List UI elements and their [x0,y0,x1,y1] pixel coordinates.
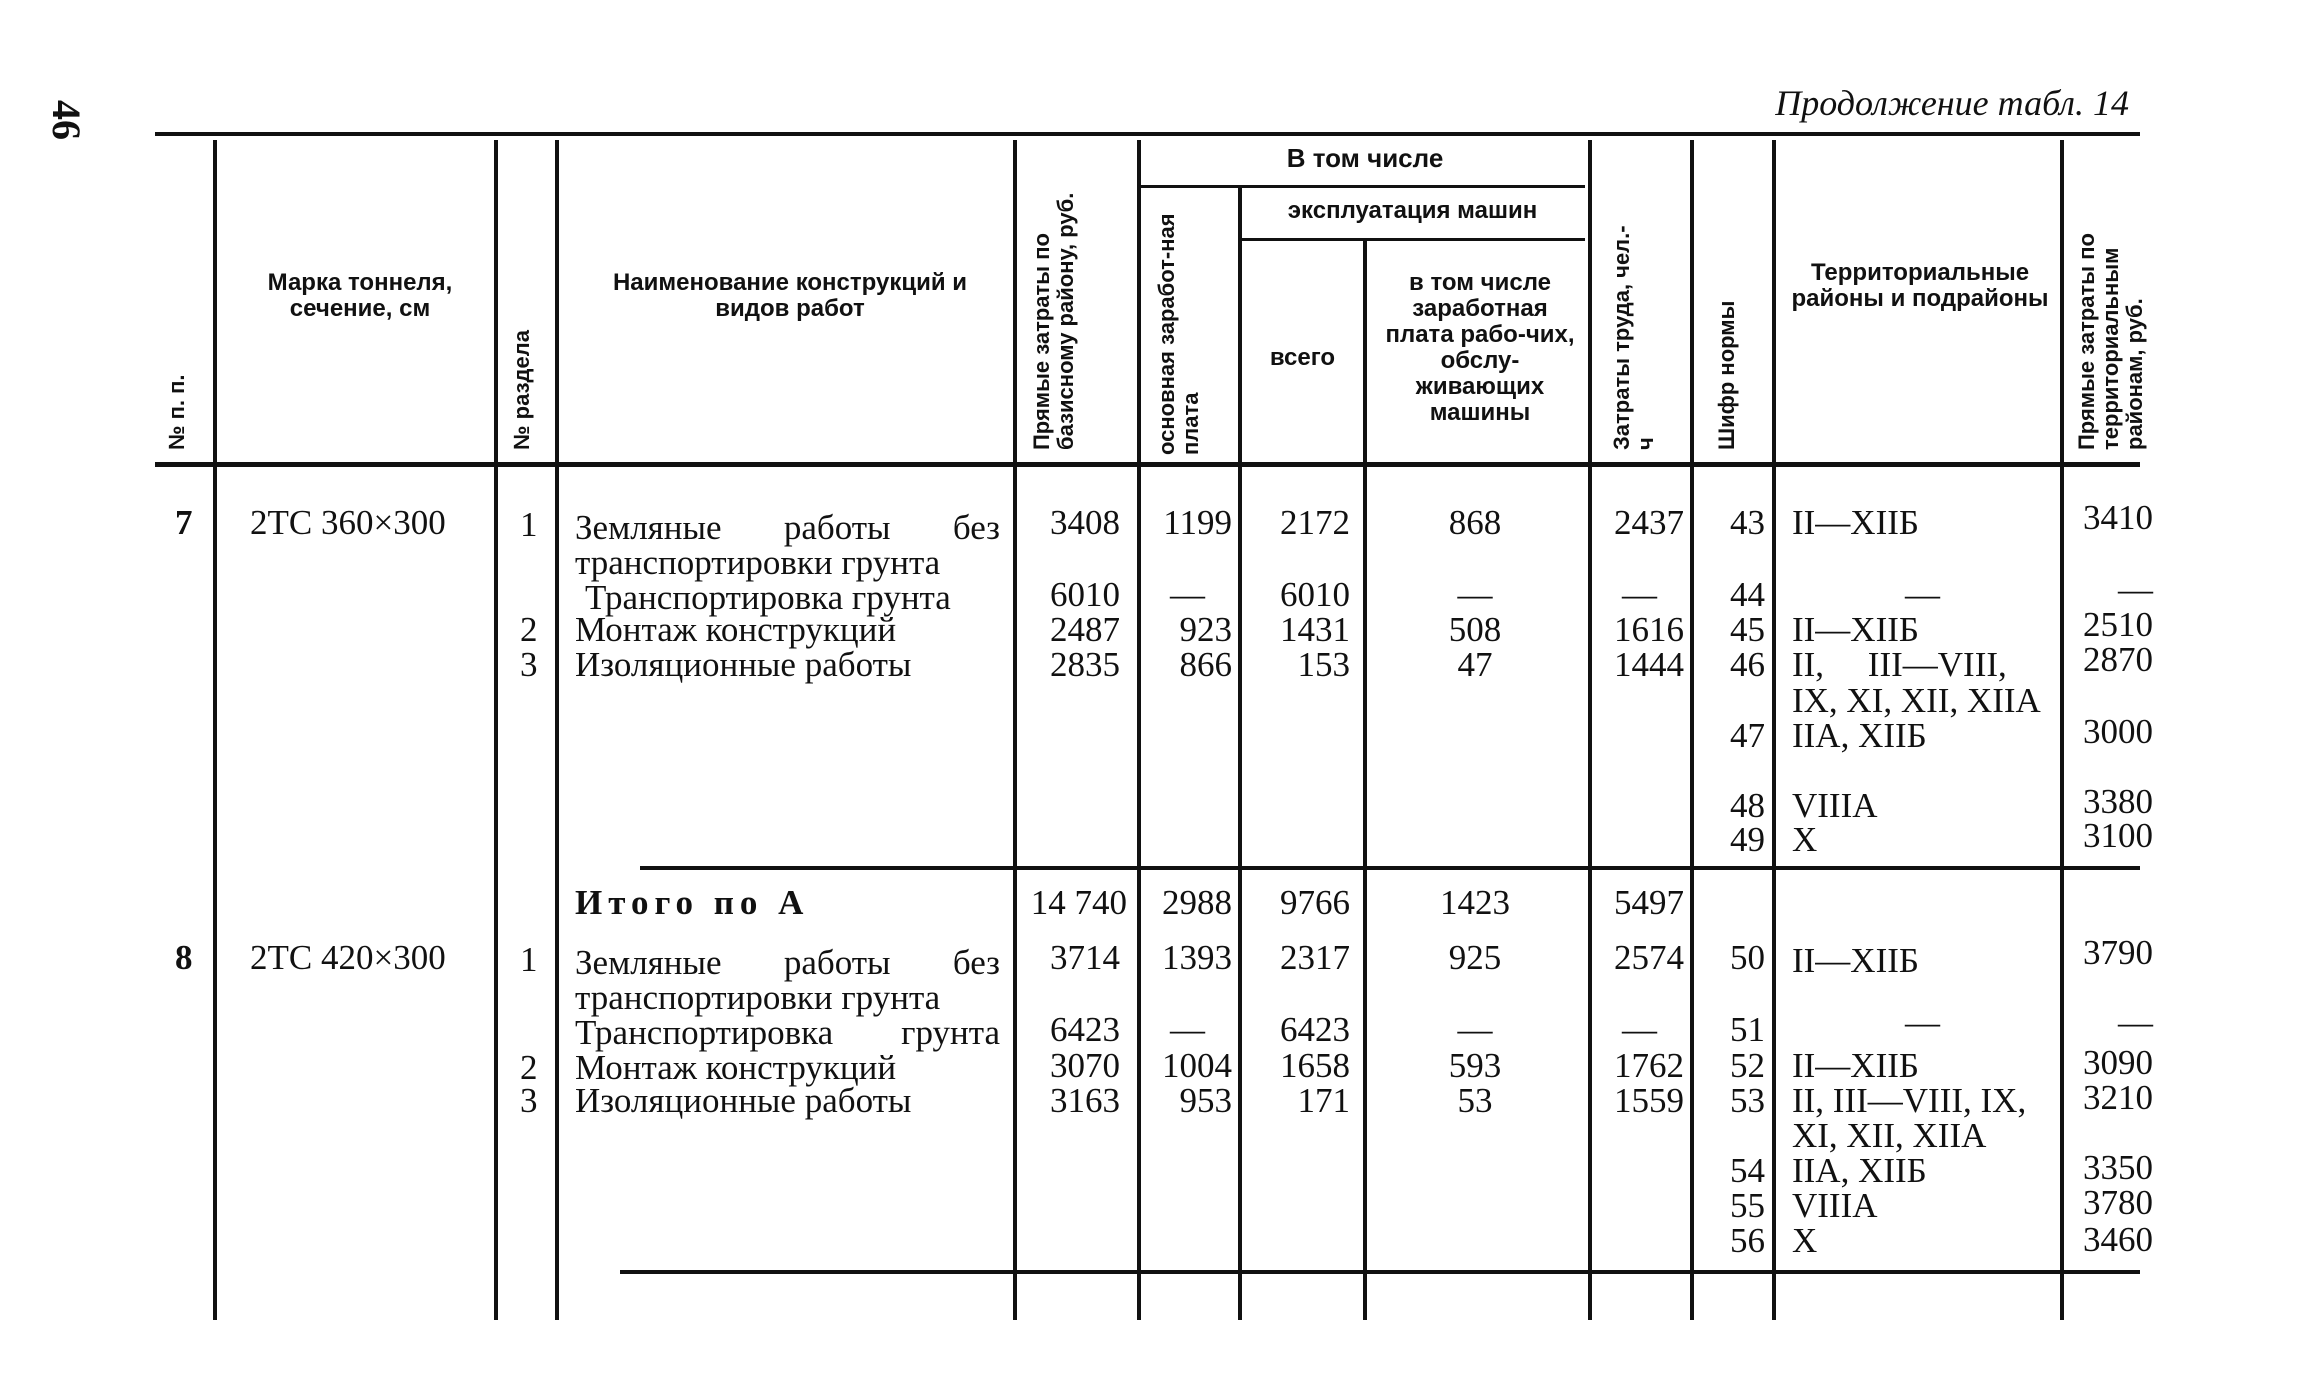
machine-wage: 47 [1457,645,1493,684]
direct-cost: 2835 [1050,645,1120,684]
direct-cost: 3408 [1050,503,1120,542]
section-num: 1 [520,505,538,544]
region-cost: — [2118,570,2153,609]
labor: 2574 [1614,938,1684,977]
norm-code: 54 [1730,1151,1765,1190]
machine-wage: — [1457,575,1493,614]
col-divider [2060,140,2064,1320]
header-incl: В том числе [1286,143,1444,173]
norm-code: 49 [1730,820,1765,859]
col-divider [1690,140,1694,1320]
top-rule [155,132,2140,136]
direct-cost: 2487 [1050,610,1120,649]
machine-wage: 508 [1448,610,1502,649]
labor: 1444 [1614,645,1684,684]
subtotal-labor: 5497 [1614,883,1684,922]
subtotal-machine-total: 9766 [1280,883,1350,922]
region-cost: 3460 [2083,1220,2153,1259]
region-cost: — [2118,1003,2153,1042]
work-name: Транспортировка грунта [575,1013,1000,1052]
direct-cost: 3163 [1050,1081,1120,1120]
machine-total: 2317 [1280,938,1350,977]
col-divider [494,140,498,1320]
region: VIIIA [1792,786,1878,825]
col-divider [1238,188,1242,1320]
labor: 1616 [1614,610,1684,649]
wage: 1199 [1163,503,1232,542]
machine-wage: 925 [1448,938,1502,977]
header-num: № п. п. [164,374,189,450]
section-num: 3 [520,1081,538,1120]
region-cost: 3090 [2083,1043,2153,1082]
direct-cost: 3070 [1050,1046,1120,1085]
work-name-cont: транспортировки грунта [575,978,941,1017]
header-labor: Затраты труда, чел.-ч [1609,225,1658,450]
col-divider [1363,241,1367,1320]
region: II—XIIБ [1792,610,1919,649]
row-num: 7 [175,503,193,542]
machine-total: 6423 [1280,1010,1350,1049]
region: II, III—VIII, [1792,645,2007,684]
norm-code: 44 [1730,575,1765,614]
region-cost: 3100 [2083,816,2153,855]
norm-code: 50 [1730,938,1765,977]
region-cont: IX, XI, XII, XIIA [1792,681,2041,720]
subtotal-machine-wage: 1423 [1440,883,1510,922]
region: II—XIIБ [1792,1046,1919,1085]
norm-code: 46 [1730,645,1765,684]
header-wage: основная заработ-ная плата [1154,213,1203,455]
section-num: 3 [520,645,538,684]
region-cont: XI, XII, XIIA [1792,1116,1987,1155]
col-divider [555,140,559,1320]
col-divider [1588,140,1592,1320]
labor: 1559 [1614,1081,1684,1120]
subtotal-wage: 2988 [1162,883,1232,922]
region-cost: 3410 [2083,498,2153,537]
machine-wage: 53 [1457,1081,1493,1120]
norm-code: 53 [1730,1081,1765,1120]
labor: — [1622,575,1657,614]
wage: — [1170,1010,1205,1049]
labor: 1762 [1614,1046,1684,1085]
section-num: 1 [520,940,538,979]
header-regions: Территориальные районы и подрайоны [1791,259,2049,312]
work-name: Монтаж конструкций [575,610,897,649]
wage: 1393 [1162,938,1232,977]
machine-total: 2172 [1280,503,1350,542]
row-num: 8 [175,938,193,977]
machine-wage: 593 [1448,1046,1502,1085]
machine-total: 1658 [1280,1046,1350,1085]
wage: 1004 [1162,1046,1232,1085]
labor: 2437 [1614,503,1684,542]
work-name-cont: транспортировки грунта [575,543,941,582]
header-section: № раздела [509,330,534,450]
norm-code: 56 [1730,1221,1765,1260]
region-cost: 3780 [2083,1183,2153,1222]
machines-rule [1240,238,1585,241]
header-direct-base: Прямые затраты по базисному району, руб. [1029,192,1078,450]
norm-code: 45 [1730,610,1765,649]
region: VIIIA [1792,1186,1878,1225]
region: — [1905,575,1940,614]
labor: — [1622,1010,1657,1049]
header-machines: эксплуатация машин [1287,197,1538,224]
machine-wage: 868 [1448,503,1502,542]
norm-code: 55 [1730,1186,1765,1225]
header-bottom-rule [155,462,2140,467]
machine-total: 6010 [1280,575,1350,614]
region-cost: 3210 [2083,1078,2153,1117]
machine-total: 171 [1297,1081,1350,1120]
header-code: Шифр нормы [1714,300,1739,450]
header-name: Наименование конструкций и видов работ [612,269,968,322]
wage: 866 [1179,645,1232,684]
subtotal-direct: 14 740 [1030,883,1127,922]
header-direct-regions: Прямые затраты по территориальным районам, руб. [2074,233,2147,450]
section-num: 2 [520,1048,538,1087]
section-num: 2 [520,610,538,649]
work-name: Земляные работы без [575,508,1000,547]
wage: — [1170,575,1205,614]
page-number: 46 [44,100,89,140]
norm-code: 52 [1730,1046,1765,1085]
machine-wage: — [1457,1010,1493,1049]
norm-code: 43 [1730,503,1765,542]
region-cost: 2870 [2083,640,2153,679]
col-divider [1013,140,1017,1320]
tunnel-mark: 2ТС 360×300 [250,503,446,542]
machine-total: 153 [1297,645,1350,684]
region-cost: 2510 [2083,605,2153,644]
work-name: Монтаж конструкций [575,1048,897,1087]
region: II—XIIБ [1792,503,1919,542]
region-cost: 3000 [2083,712,2153,751]
col-divider [213,140,217,1320]
region: — [1905,1003,1940,1042]
incl-rule [1140,185,1585,188]
norm-code: 47 [1730,716,1765,755]
direct-cost: 3714 [1050,938,1120,977]
header-mark: Марка тоннеля, сечение, см [267,269,453,322]
header-machines-total: всего [1269,344,1336,371]
region-cost: 3350 [2083,1148,2153,1187]
col-divider [1772,140,1776,1320]
tunnel-mark: 2ТС 420×300 [250,938,446,977]
region: X [1792,820,1818,859]
region: II—XIIБ [1792,941,1919,980]
direct-cost: 6423 [1050,1010,1120,1049]
work-name: Изоляционные работы [575,645,912,684]
bottom-rule [620,1270,2140,1274]
norm-code: 51 [1730,1010,1765,1049]
work-name: Земляные работы без [575,943,1000,982]
work-name: Изоляционные работы [575,1081,912,1120]
header-machine-wage: в том числе заработная плата рабо-чих, обслу-живающих машины [1385,269,1575,426]
norm-code: 48 [1730,786,1765,825]
region-cost: 3790 [2083,933,2153,972]
subtotal-rule [640,866,2140,870]
region: IIA, XIIБ [1792,716,1927,755]
work-name: Транспортировка грунта [585,578,951,617]
region: X [1792,1221,1818,1260]
continuation-title: Продолжение табл. 14 [1775,83,2129,123]
region: IIA, XIIБ [1792,1151,1927,1190]
machine-total: 1431 [1280,610,1350,649]
region-cost: 3380 [2083,782,2153,821]
subtotal-label: Итого по А [575,883,810,922]
region: II, III—VIII, IX, [1792,1081,2027,1120]
col-divider [1137,140,1141,1320]
direct-cost: 6010 [1050,575,1120,614]
wage: 953 [1179,1081,1232,1120]
wage: 923 [1179,610,1232,649]
